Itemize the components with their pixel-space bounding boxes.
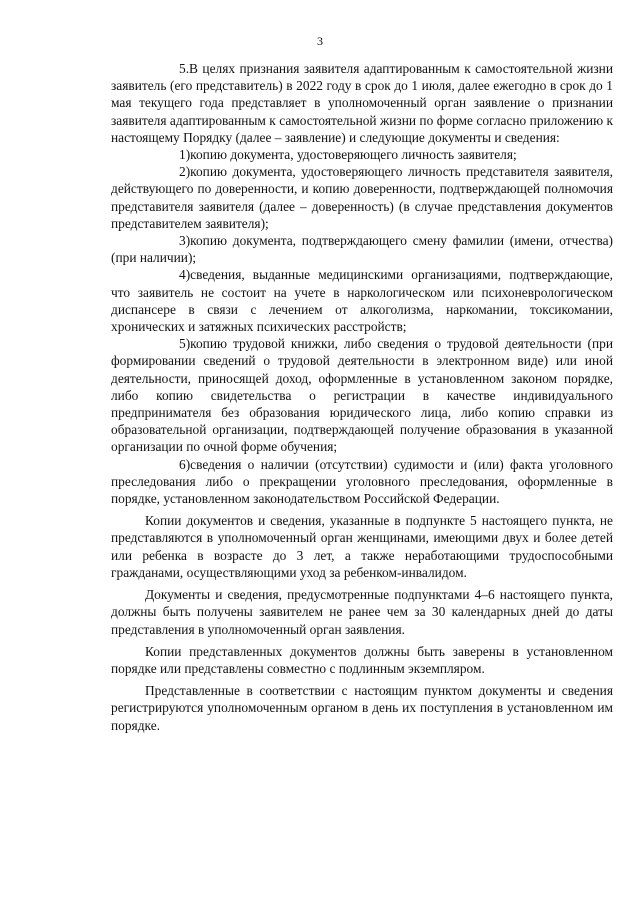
- paragraph-item-2: [111, 163, 613, 232]
- paragraph-registration: Представленные в соответствии с настоящим пунктом документы и сведения регистрируются уполномоченным органом в день их поступления в установленном им порядке.: [111, 683, 613, 733]
- item-number: 2): [179, 164, 191, 180]
- item-number: 1): [179, 147, 191, 163]
- document-body: [111, 60, 613, 734]
- paragraph-deadline: Документы и сведения, предусмотренные подпунктами 4–6 настоящего пункта, должны быть получены заявителем не ранее чем за 30 календарных дней до даты представления в уполномоченный орган заявления.: [111, 587, 613, 637]
- item-number: 3): [179, 233, 191, 249]
- page-number: 3: [317, 34, 323, 48]
- item-text: копию трудовой книжки, либо сведения о трудовой деятельности (при формировании сведений о трудовой деятельности в электронном виде) или иной деятельности, приносящей доход, оформленные в установленном законом порядке, либо копию свидетельства о регистрации в качестве индивидуального предпринимателя без образования юридического лица, либо копию справки из образовательной организации, подтверждающей получение образования в указанной организации по очной форме обучения;: [111, 336, 613, 455]
- item-text: сведения, выданные медицинскими организациями, подтверждающие, что заявитель не состоит на учете в наркологическом или психоневрологическом диспансере в связи с лечением от алкоголизма, наркомании, токсикомании, хронических и затяжных психических расстройств;: [111, 267, 613, 335]
- item-text: сведения о наличии (отсутствии) судимости и (или) факта уголовного преследования либо о прекращении уголовного преследования, оформленные в порядке, установленном законодательством Российской Федерации.: [111, 456, 613, 507]
- paragraph-certification: Копии представленных документов должны быть заверены в установленном порядке или представлены совместно с подлинным экземпляром.: [111, 643, 613, 676]
- item-text: копию документа, подтверждающего смену фамилии (имени, отчества) (при наличии);: [111, 233, 613, 266]
- item-number: 5.: [179, 61, 190, 76]
- item-text: копию документа, удостоверяющего личность представителя заявителя, действующего по доверенности, и копию доверенности, подтверждающей полномочия представителя заявителя (далее – доверенность) (в случае представления документов представителем заявителя);: [111, 164, 613, 231]
- paragraph-item-5: [111, 60, 613, 146]
- item-number: 6): [179, 456, 191, 472]
- paragraph-item-6: [111, 456, 613, 508]
- item-text: В целях признания заявителя адаптированным к самостоятельной жизни заявитель (его представитель) в 2022 году в срок до 1 июля, далее ежегодно в срок до 1 мая текущего года представляет в уполномоченный орган заявление о признании заявителя адаптированным к самостоятельной жизни по форме согласно приложению к настоящему Порядку (далее – заявление) и следующие документы и сведения:: [111, 61, 613, 145]
- item-number: 5): [179, 336, 191, 352]
- item-text: копию документа, удостоверяющего личность заявителя;: [190, 147, 517, 163]
- paragraph-exemptions: Копии документов и сведения, указанные в подпункте 5 настоящего пункта, не представляются в уполномоченный орган женщинами, имеющими двух и более детей или ребенка в возрасте до 3 лет, а также неработающими трудоспособными гражданами, осуществляющими уход за ребенком-инвалидом.: [111, 513, 613, 580]
- paragraph-item-4: [111, 266, 613, 335]
- item-number: 4): [179, 267, 191, 283]
- paragraph-item-1: [111, 146, 613, 163]
- paragraph-item-5b: [111, 335, 613, 455]
- paragraph-item-3: [111, 232, 613, 266]
